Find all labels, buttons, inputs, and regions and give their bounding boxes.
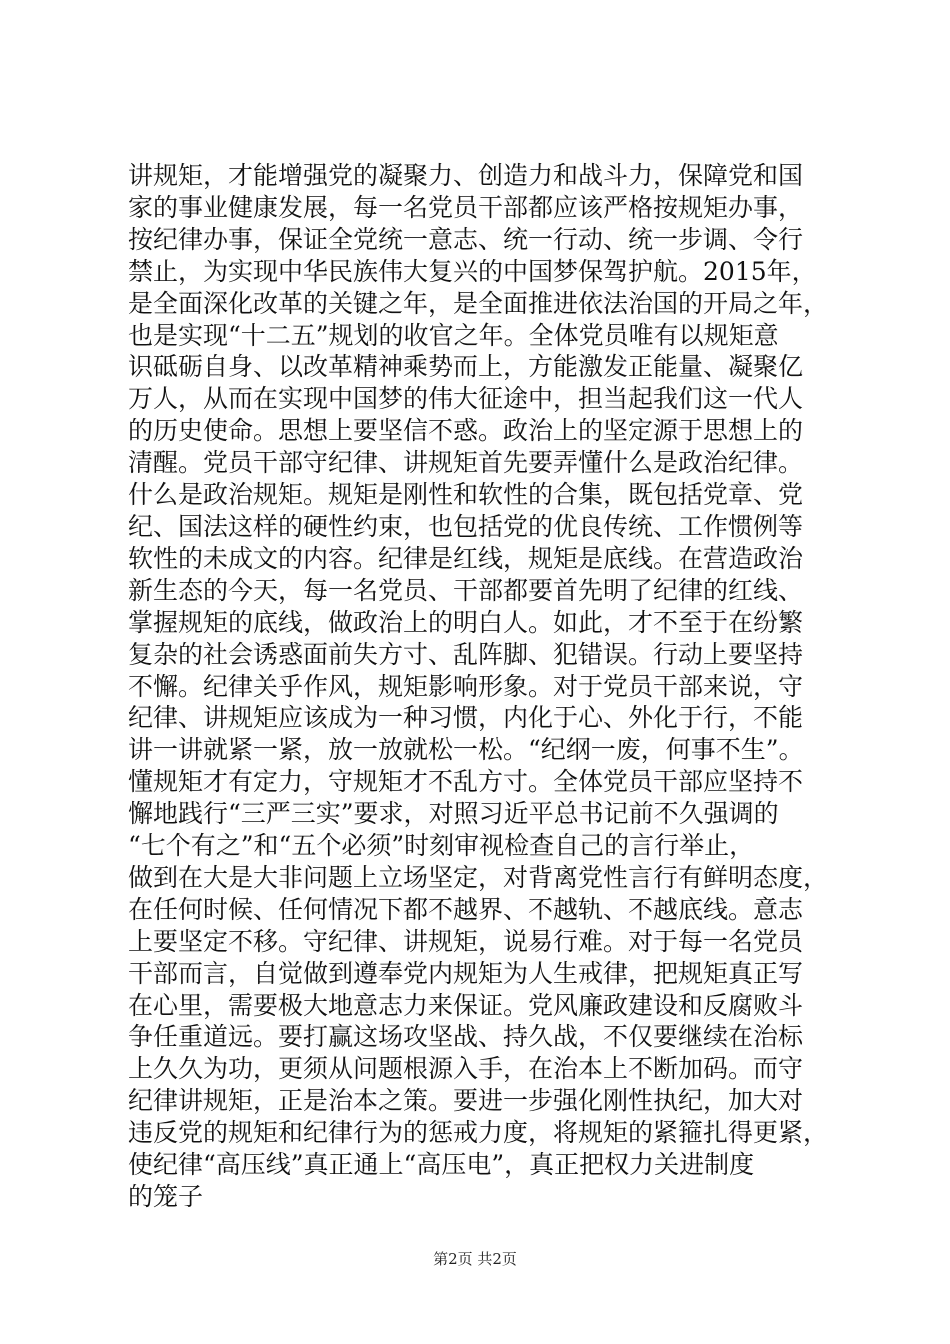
body-paragraph: 讲规矩，才能增强党的凝聚力、创造力和战斗力，保障党和国 家的事业健康发展，每一名党员干部都应该严格按规矩办事， 按纪律办事，保证全党统一意志、统一行动、统一步调、令行 禁止，为实现中华民族伟大复兴的中国梦保驾护航。2015年， 是全面深化改革的关键之年，是全面推进依法治国的开局之年， 也是实现“十二五”规划的收官之年。全体党员唯有以规矩意 识砥砺自身、以改革精神乘势而上，方能激发正能量、凝聚亿 万人，从而在实现中国梦的伟大征途中，担当起我们这一代人 的历史使命。思想上要坚信不惑。政治上的坚定源于思想上的 清醒。党员干部守纪律、讲规矩首先要弄懂什么是政治纪律。 什么是政治规矩。规矩是刚性和软性的合集，既包括党章、党 纪、国法这样的硬性约束，也包括党的优良传统、工作惯例等 软性的未成文的内容。纪律是红线，规矩是底线。在营造政治 新生态的今天，每一名党员、干部都要首先明了纪律的红线、 掌握规矩的底线，做政治上的明白人。如此，才不至于在纷繁 复杂的社会诱惑面前失方寸、乱阵脚、犯错误。行动上要坚持 不懈。纪律关乎作风，规矩影响形象。对于党员干部来说，守 纪律、讲规矩应该成为一种习惯，内化于心、外化于行，不能 讲一讲就紧一紧，放一放就松一松。“纪纲一废，何事不生”。 懂规矩才有定力，守规矩才不乱方寸。全体党员干部应坚持不 懈地践行“三严三实”要求，对照习近平总书记前不久强调的 “七个有之”和“五个必须”时刻审视检查自己的言行举止， 做到在大是大非问题上立场坚定，对背离党性言行有鲜明态度， 在任何时候、任何情况下都不越界、不越轨、不越底线。意志 上要坚定不移。守纪律、讲规矩，说易行难。对于每一名党员 干部而言，自觉做到遵奉党内规矩为人生戒律，把规矩真正写 在心里，需要极大地意志力来保证。党风廉政建设和反腐败斗 争任重道远。要打赢这场攻坚战、持久战，不仅要继续在治标 上久久为功，更须从问题根源入手，在治本上不断加码。而守 纪律讲规矩，正是治本之策。要进一步强化刚性执纪，加大对 违反党的规矩和纪律行为的惩戒力度，将规矩的紧箍扎得更紧， 使纪律“高压线”真正通上“高压电”，真正把权力关进制度 的笼子 [128, 161, 829, 1211]
page-number-footer: 第2页 共2页 [433, 1250, 517, 1268]
